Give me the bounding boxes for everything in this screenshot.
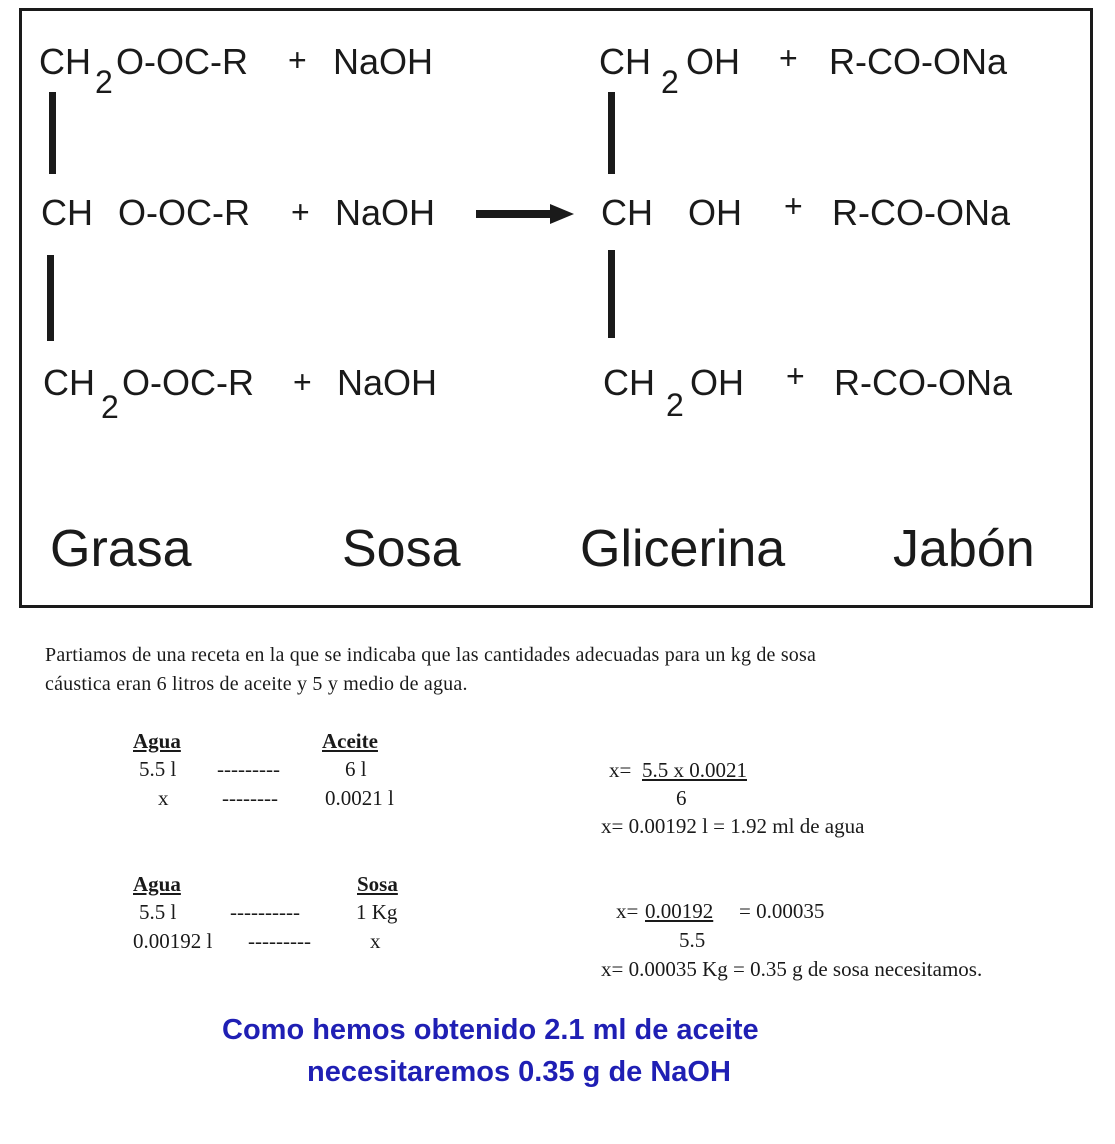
reactant-1-suffix: O-OC-R [116,41,248,82]
product-1-subscript: 2 [661,64,679,100]
calc1-eq-denominator: 6 [676,786,687,810]
product-3-prefix: CH [603,362,655,403]
conclusion-line-1: Como hemos obtenido 2.1 ml de aceite [222,1014,759,1046]
calc2-row2-agua: 0.00192 l [133,929,213,953]
product-1-suffix: OH [686,41,740,82]
calc2-eq-rhs: = 0.00035 [739,899,825,923]
calc2-row1-agua: 5.5 l [139,900,177,924]
plus-sign: + [784,188,803,224]
reagent-3: NaOH [337,362,438,403]
bond-line [49,92,56,174]
reactant-3-prefix: CH [43,362,95,403]
product-3-subscript: 2 [666,387,684,423]
product-2-suffix: OH [688,192,742,233]
reactant-2-suffix: O-OC-R [118,192,250,233]
calc2-eq-numerator: 0.00192 [645,899,714,923]
label-sosa: Sosa [342,520,461,578]
label-glicerina: Glicerina [580,520,786,578]
reactant-3-subscript: 2 [101,389,119,425]
reagent-1: NaOH [333,41,434,82]
bond-line [608,250,615,338]
calc2-row2-sosa: x [370,929,381,953]
intro-line-2: cáustica eran 6 litros de aceite y 5 y medio de agua. [45,673,468,695]
reactant-3-suffix: O-OC-R [122,362,254,403]
label-jabon: Jabón [893,520,1035,578]
calc1-row1-aceite: 6 l [345,757,367,781]
calc2-header-sosa: Sosa [357,872,398,896]
calc1-result: x= 0.00192 l = 1.92 ml de agua [601,814,865,838]
calc1-eq-numerator: 5.5 x 0.0021 [642,758,747,782]
calc2-row2-dashes: --------- [248,929,311,953]
soap-2: R-CO-ONa [832,192,1010,233]
reactant-1-prefix: CH [39,41,91,82]
calc1-row2-dashes: -------- [222,786,278,810]
product-1-prefix: CH [599,41,651,82]
soap-1: R-CO-ONa [829,41,1007,82]
calc1-row1-agua: 5.5 l [139,757,177,781]
calc1-header-aceite: Aceite [322,729,378,753]
calc2-eq-denominator: 5.5 [679,928,706,952]
reaction-arrow-icon [476,202,574,226]
conclusion-line-2: necesitaremos 0.35 g de NaOH [307,1056,731,1088]
calc1-row1-dashes: --------- [217,757,280,781]
calc1-eq-lhs: x= [609,758,632,782]
bond-line [608,92,615,174]
intro-line-1: Partiamos de una receta en la que se indicaba que las cantidades adecuadas para un kg de sosa [45,644,817,666]
bond-line [47,255,54,341]
plus-sign: + [291,194,310,230]
soap-3: R-CO-ONa [834,362,1012,403]
reactant-2-prefix: CH [41,192,93,233]
plus-sign: + [288,42,307,78]
calc1-header-agua: Agua [133,729,181,753]
calc2-row1-dashes: ---------- [230,900,300,924]
reagent-2: NaOH [335,192,436,233]
plus-sign: + [779,40,798,76]
reaction-box [19,8,1093,608]
calc2-header-agua: Agua [133,872,181,896]
product-2-prefix: CH [601,192,653,233]
calc1-row2-agua: x [158,786,169,810]
calc2-eq-lhs: x= [616,899,639,923]
calc2-result: x= 0.00035 Kg = 0.35 g de sosa necesitamos. [601,957,983,981]
calc1-row2-aceite: 0.0021 l [325,786,394,810]
plus-sign: + [786,358,805,394]
product-3-suffix: OH [690,362,744,403]
plus-sign: + [293,364,312,400]
calc2-row1-sosa: 1 Kg [356,900,398,924]
reactant-1-subscript: 2 [95,64,113,100]
label-grasa: Grasa [50,520,192,578]
